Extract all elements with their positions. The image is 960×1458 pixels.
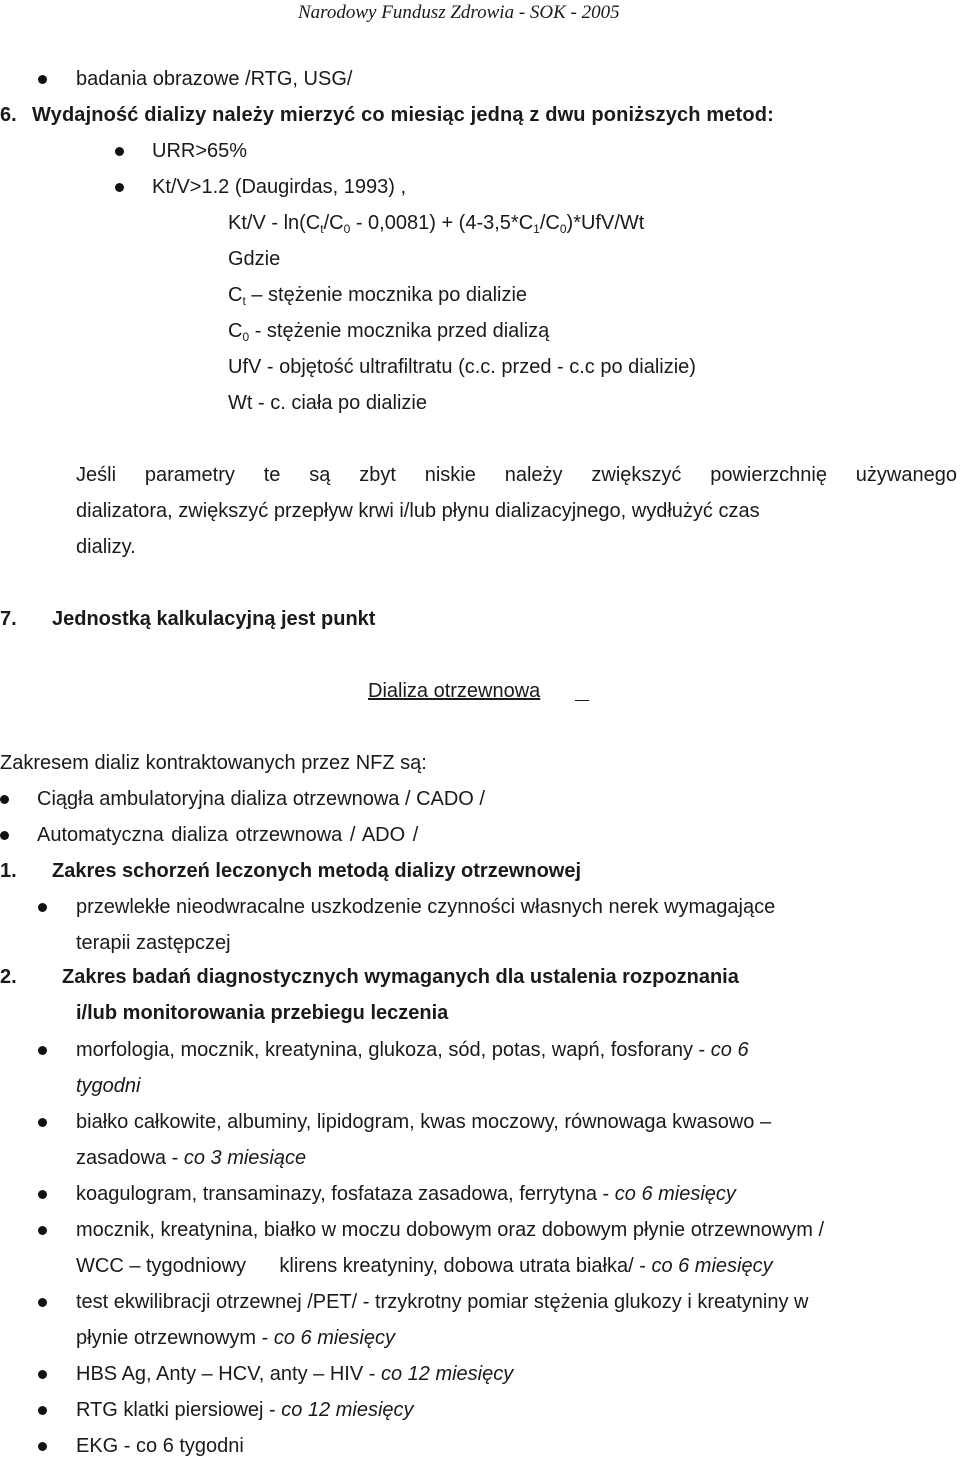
subsection-1-heading: Zakres schorzeń leczonych metodą dializy otrzewnowej [52, 860, 582, 882]
formula-subscript: t [320, 222, 324, 236]
test-item-line [76, 1074, 141, 1098]
method-ktv: Kt/V>1.2 (Daugirdas, 1993) , [152, 176, 407, 198]
test-text: test ekwilibracji otrzewnej /PET/ - trzykrotny pomiar stężenia glukozy i kreatyniny w [76, 1291, 809, 1313]
bullet [0, 795, 9, 804]
dialysis-type-ado: Automatyczna dializa otrzewnowa / ADO / [37, 824, 419, 846]
bullet [38, 1046, 47, 1055]
method-urr: URR>65% [152, 140, 248, 162]
test-frequency: co 12 miesięcy [281, 1399, 414, 1421]
indication-line: terapii zastępczej [76, 932, 231, 954]
bullet [38, 1118, 47, 1127]
formula-part: /C [539, 212, 560, 234]
symbol: C [228, 284, 243, 306]
subsection-2-heading: Zakres badań diagnostycznych wymaganych dla ustalenia rozpoznania [62, 966, 739, 988]
definition-wt: Wt - c. ciała po dializie [228, 392, 427, 414]
formula-part: )*UfV/Wt [566, 212, 645, 234]
bullet [0, 831, 9, 840]
bullet [38, 1442, 47, 1451]
formula-part: /C [323, 212, 344, 234]
bullet [38, 903, 47, 912]
bullet [38, 1190, 47, 1199]
definition-text: - stężenie mocznika przed dializą [249, 320, 550, 342]
where-label: Gdzie [228, 248, 281, 270]
bullet [38, 1298, 47, 1307]
test-text: EKG - co 6 tygodni [76, 1435, 244, 1457]
bullet [115, 147, 124, 156]
test-text: białko całkowite, albuminy, lipidogram, kwas moczowy, równowaga kwasowo – [76, 1111, 772, 1133]
paragraph-line: dializy. [76, 536, 136, 558]
test-item-line [76, 1254, 773, 1278]
symbol-subscript: 0 [242, 330, 250, 344]
subsection-2-heading-cont: i/lub monitorowania przebiegu leczenia [76, 1002, 449, 1024]
test-frequency: co 6 miesięcy [651, 1255, 773, 1277]
subsection-2-number: 2. [0, 966, 17, 988]
test-item-line [76, 1110, 771, 1134]
test-item-line [76, 1326, 395, 1350]
formula-part: - 0,0081) + (4-3,5*C [350, 212, 534, 234]
symbol-subscript: t [242, 294, 246, 308]
test-text: RTG klatki piersiowej - [76, 1399, 282, 1421]
test-item-line [76, 1434, 244, 1458]
bullet [38, 1406, 47, 1415]
dialysis-type-cado: Ciągła ambulatoryjna dializa otrzewnowa / CADO / [37, 788, 485, 810]
test-item-line [76, 1182, 736, 1206]
test-frequency: co 6 miesięcy [273, 1327, 395, 1349]
test-text: płynie otrzewnowym - [76, 1327, 274, 1349]
test-text: koagulogram, transaminazy, fosfataza zasadowa, ferrytyna - [76, 1183, 615, 1205]
paragraph-line: dializatora, zwiększyć przepływ krwi i/lub płynu dializacyjnego, wydłużyć czas [76, 500, 760, 522]
test-item-line [76, 1290, 808, 1314]
test-item-line [76, 1218, 824, 1242]
test-frequency: co 3 miesiące [183, 1147, 307, 1169]
definition-c0 [228, 319, 549, 343]
definition-text: – stężenie mocznika po dializie [245, 284, 528, 306]
test-item-line [76, 1362, 513, 1386]
indication-line: przewlekłe nieodwracalne uszkodzenie czynności własnych nerek wymagające [76, 896, 776, 918]
bullet-imaging: badania obrazowe /RTG, USG/ [76, 68, 353, 90]
peritoneal-intro: Zakresem dializ kontraktowanych przez NFZ są: [0, 752, 427, 774]
paragraph-line: Jeśli parametry te są zbyt niskie należy zwiększyć powierzchnię używanego [76, 464, 957, 486]
test-item-line [76, 1398, 414, 1422]
bullet [115, 183, 124, 192]
bullet [38, 1226, 47, 1235]
section-6-number: 6. [0, 104, 17, 126]
test-frequency: co 6 [710, 1039, 749, 1061]
section-7-number: 7. [0, 608, 17, 630]
test-text: zasadowa - [76, 1147, 184, 1169]
test-frequency: tygodni [76, 1075, 141, 1097]
section-7-heading: Jednostką kalkulacyjną jest punkt [52, 608, 376, 630]
bullet [38, 75, 47, 84]
ktv-formula [228, 211, 644, 235]
formula-subscript: 0 [559, 222, 567, 236]
test-frequency: co 6 miesięcy [614, 1183, 736, 1205]
title-underline-tail [575, 700, 589, 701]
running-header: Narodowy Fundusz Zdrowia - SOK - 2005 [298, 2, 620, 23]
formula-part: Kt/V - ln(C [228, 212, 321, 234]
symbol: C [228, 320, 243, 342]
test-text: HBS Ag, Anty – HCV, anty – HIV - [76, 1363, 381, 1385]
test-text: morfologia, mocznik, kreatynina, glukoza, sód, potas, wapń, fosforany - [76, 1039, 711, 1061]
formula-subscript: 0 [343, 222, 351, 236]
subsection-1-number: 1. [0, 860, 17, 882]
bullet [38, 1370, 47, 1379]
test-item-line [76, 1038, 749, 1062]
test-text: WCC – tygodniowy klirens kreatyniny, dobowa utrata białka/ - [76, 1255, 652, 1277]
test-item-line [76, 1146, 306, 1170]
definition-ct [228, 283, 527, 307]
test-text: mocznik, kreatynina, białko w moczu dobowym oraz dobowym płynie otrzewnowym / [76, 1219, 825, 1241]
definition-ufv: UfV - objętość ultrafiltratu (c.c. przed - c.c po dializie) [228, 356, 696, 378]
test-frequency: co 12 miesięcy [380, 1363, 514, 1385]
peritoneal-title: Dializa otrzewnowa [368, 680, 541, 702]
formula-subscript: 1 [533, 222, 540, 236]
section-6-heading: Wydajność dializy należy mierzyć co miesiąc jedną z dwu poniższych metod: [32, 104, 774, 126]
